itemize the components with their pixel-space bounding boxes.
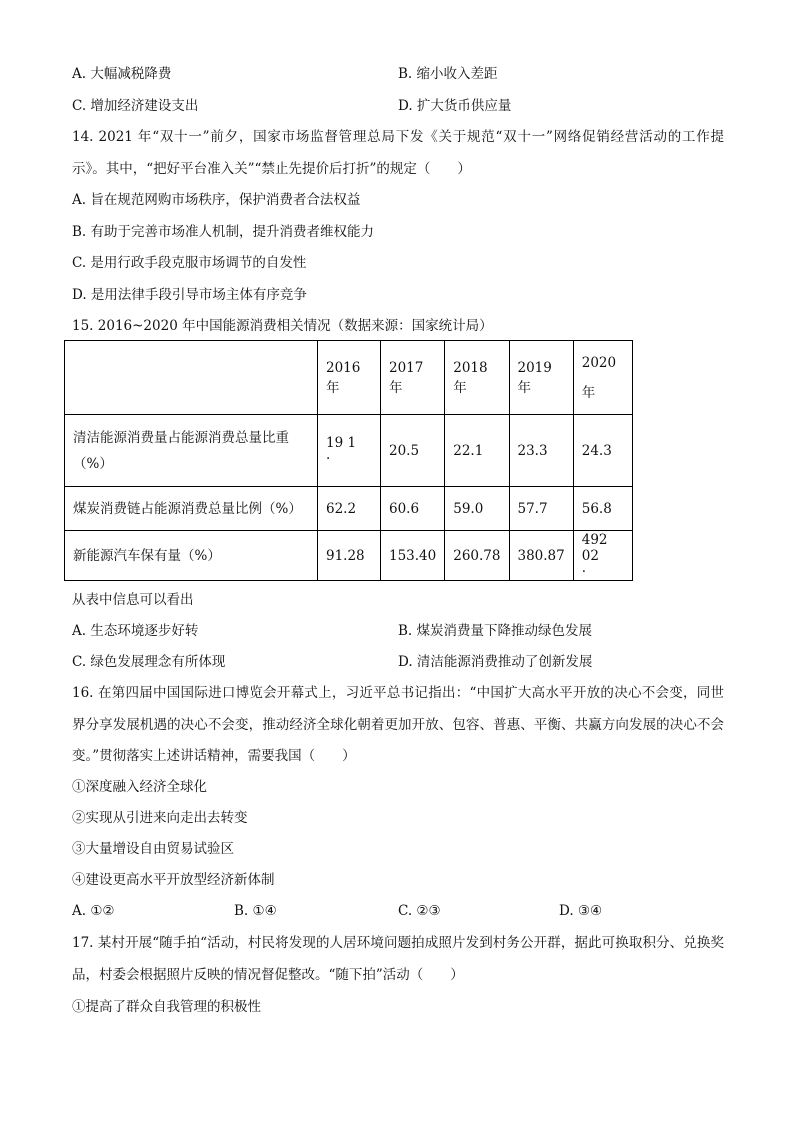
- q15-option-b: B. 煤炭消费量下降推动绿色发展: [398, 623, 593, 639]
- q15-option-d: D. 清洁能源消费推动了创新发展: [398, 654, 593, 670]
- q14-option-b: B. 有助于完善市场准人机制，提升消费者维权能力: [72, 224, 375, 240]
- q15-option-c: C. 绿色发展理念有所体现: [72, 654, 226, 670]
- table-cell: 492 02 ·: [573, 531, 632, 581]
- q16-option-d: D. ③④: [559, 903, 603, 919]
- table-cell: 23.3: [509, 415, 573, 487]
- table-cell: 24.3: [573, 415, 632, 487]
- q17-stem: 17. 某村开展“随手拍“活动，村民将发现的人居环境问题拍成照片发到村务公开群，据此可换取积分、兑换奖品，村委会根据照片反映的情况督促整改。“随下拍”活动（ ）: [72, 935, 724, 983]
- energy-consumption-table: [64, 340, 633, 581]
- q16-option-c: C. ②③: [398, 903, 441, 919]
- q16-item-4: ④建设更高水平开放型经济新体制: [72, 872, 275, 888]
- q13-option-c: C. 增加经济建设支出: [72, 98, 199, 114]
- q14-stem: 14. 2021 年“双十一”前夕，国家市场监督管理总局下发《关于规范“双十一”网络促销经营活动的工作提示》。其中，“把好平台准入关”“禁止先提价后打折”的规定（ ）: [72, 129, 724, 177]
- q15-lead: 从表中信息可以看出: [72, 592, 194, 608]
- table-cell: 153.40: [381, 531, 445, 581]
- table-row: [65, 487, 633, 531]
- table-cell: 91.28: [318, 531, 381, 581]
- q16-item-3: ③大量增设自由贸易试验区: [72, 841, 234, 857]
- header-2018: 2018 年: [445, 341, 509, 415]
- q16-option-b: B. ①④: [234, 903, 277, 919]
- table-row: [65, 531, 633, 581]
- table-cell: 57.7: [509, 487, 573, 531]
- table-cell: 20.5: [381, 415, 445, 487]
- table-cell: 380.87: [509, 531, 573, 581]
- row-label-coal: 煤炭消费链占能源消费总量比例（%）: [65, 487, 318, 531]
- q16-stem: 16. 在第四届中国国际进口博览会开幕式上，习近平总书记指出：“中国扩大高水平开放的决心不会变，同世界分享发展机遇的决心不会变，推动经济全球化朝着更加开放、包容、普惠、平衡、共赢方向发展的决心不会变。”贯彻落实上述讲话精神，需要我国（ ）: [72, 685, 724, 764]
- header-2017: 2017 年: [381, 341, 445, 415]
- q14-option-c: C. 是用行政手段克服市场调节的自发性: [72, 255, 307, 271]
- q13-option-d: D. 扩大货币供应量: [398, 98, 512, 114]
- q15-stem: 15. 2016~2020 年中国能源消费相关情况（数据来源：国家统计局）: [72, 318, 493, 334]
- header-2016: 2016 年: [318, 341, 381, 415]
- row-label-nev: 新能源汽车保有量（%）: [65, 531, 318, 581]
- table-cell: 62.2: [318, 487, 381, 531]
- q14-option-d: D. 是用法律手段引导市场主体有序竞争: [72, 287, 307, 303]
- q14-option-a: A. 旨在规范网购市场秩序，保护消费者合法权益: [72, 192, 361, 208]
- table-cell: 60.6: [381, 487, 445, 531]
- q16-option-a: A. ①②: [72, 903, 115, 919]
- q16-item-1: ①深度融入经济全球化: [72, 779, 207, 795]
- table-cell: 59.0: [445, 487, 509, 531]
- q16-item-2: ②实现从引进来向走出去转变: [72, 810, 248, 826]
- table-corner-cell: [65, 341, 318, 415]
- table-cell: 56.8: [573, 487, 632, 531]
- header-2019: 2019 年: [509, 341, 573, 415]
- table-row: [65, 415, 633, 487]
- q13-option-b: B. 缩小收入差距: [398, 66, 498, 82]
- row-label-clean-energy: 清洁能源消费量占能源消费总量比重（%）: [65, 415, 318, 487]
- q13-option-a: A. 大幅减税降费: [72, 66, 172, 82]
- table-header-row: [65, 341, 633, 415]
- table-cell: 260.78: [445, 531, 509, 581]
- table-cell: 22.1: [445, 415, 509, 487]
- q17-item-1: ①提高了群众自我管理的积极性: [72, 999, 261, 1015]
- q15-option-a: A. 生态环境逐步好转: [72, 623, 199, 639]
- table-cell: 19 1 ·: [318, 415, 381, 487]
- header-2020: 2020 年: [573, 341, 632, 415]
